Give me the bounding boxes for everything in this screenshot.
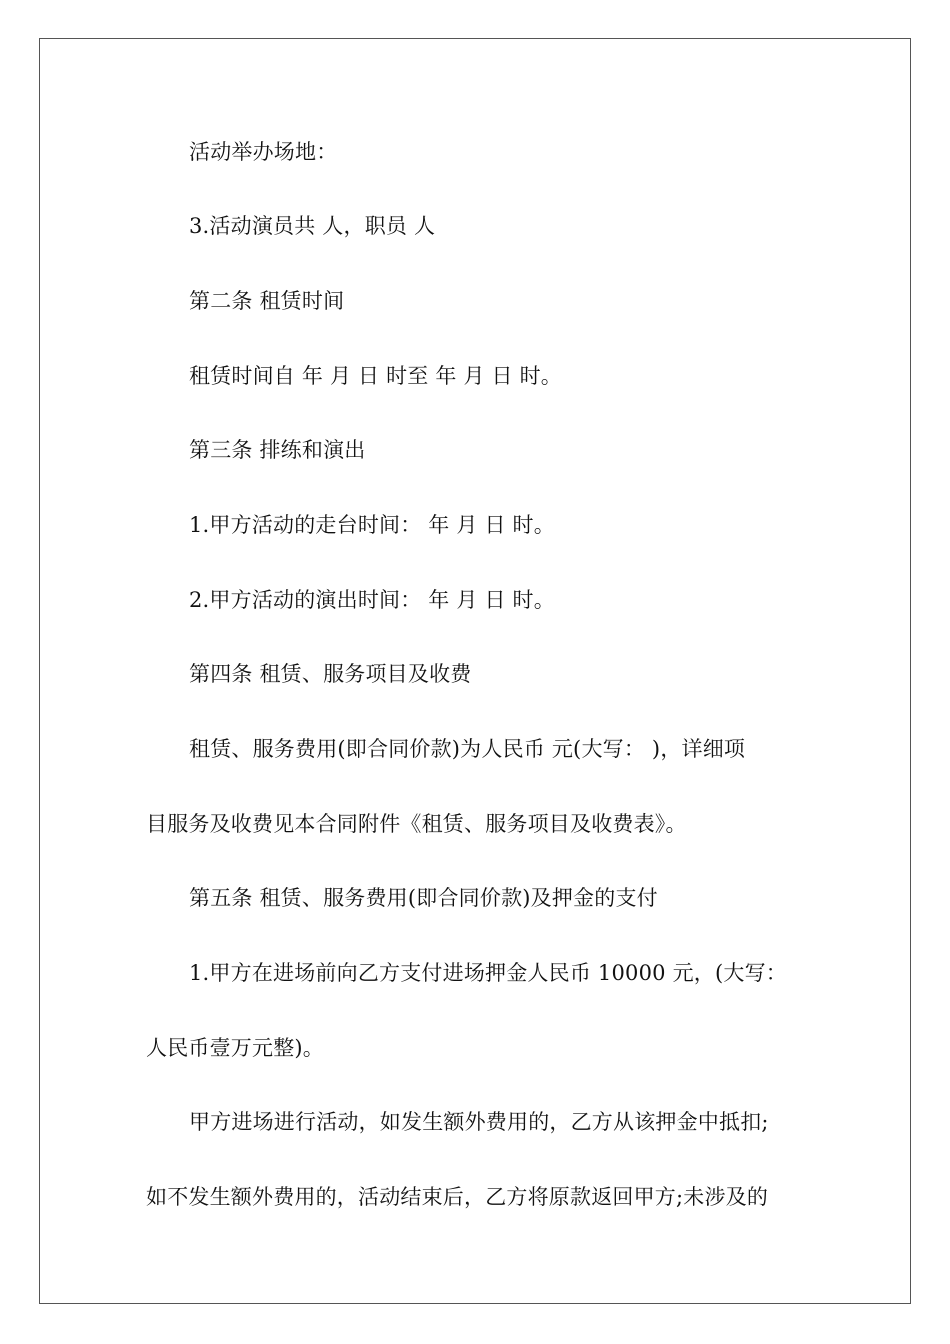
article-2-heading: 第二条 租赁时间 — [189, 289, 345, 313]
deduction-paragraph-line-1: 甲方进场进行活动，如发生额外费用的，乙方从该押金中抵扣; — [189, 1110, 769, 1134]
rehearsal-time-line: 1.甲方活动的走台时间： 年 月 日 时。 — [189, 513, 555, 537]
fee-paragraph-line-2: 目服务及收费见本合同附件《租赁、服务项目及收费表》。 — [146, 812, 687, 836]
venue-line: 活动举办场地： — [189, 140, 338, 164]
deposit-paragraph-line-1: 1.甲方在进场前向乙方支付进场押金人民币 10000 元，(大写： — [189, 961, 787, 985]
article-4-heading: 第四条 租赁、服务项目及收费 — [189, 662, 472, 686]
fee-paragraph-line-1: 租赁、服务费用(即合同价款)为人民币 元(大写： )，详细项 — [189, 737, 746, 761]
performance-time-line: 2.甲方活动的演出时间： 年 月 日 时。 — [189, 588, 555, 612]
lease-time-line: 租赁时间自 年 月 日 时至 年 月 日 时。 — [189, 364, 563, 388]
article-5-heading: 第五条 租赁、服务费用(即合同价款)及押金的支付 — [189, 886, 658, 910]
article-3-heading: 第三条 排练和演出 — [189, 438, 366, 462]
performers-line: 3.活动演员共 人，职员 人 — [189, 214, 436, 238]
deduction-paragraph-line-2: 如不发生额外费用的，活动结束后，乙方将原款返回甲方;未涉及的 — [146, 1185, 769, 1209]
deposit-paragraph-line-2: 人民币壹万元整)。 — [146, 1036, 324, 1060]
